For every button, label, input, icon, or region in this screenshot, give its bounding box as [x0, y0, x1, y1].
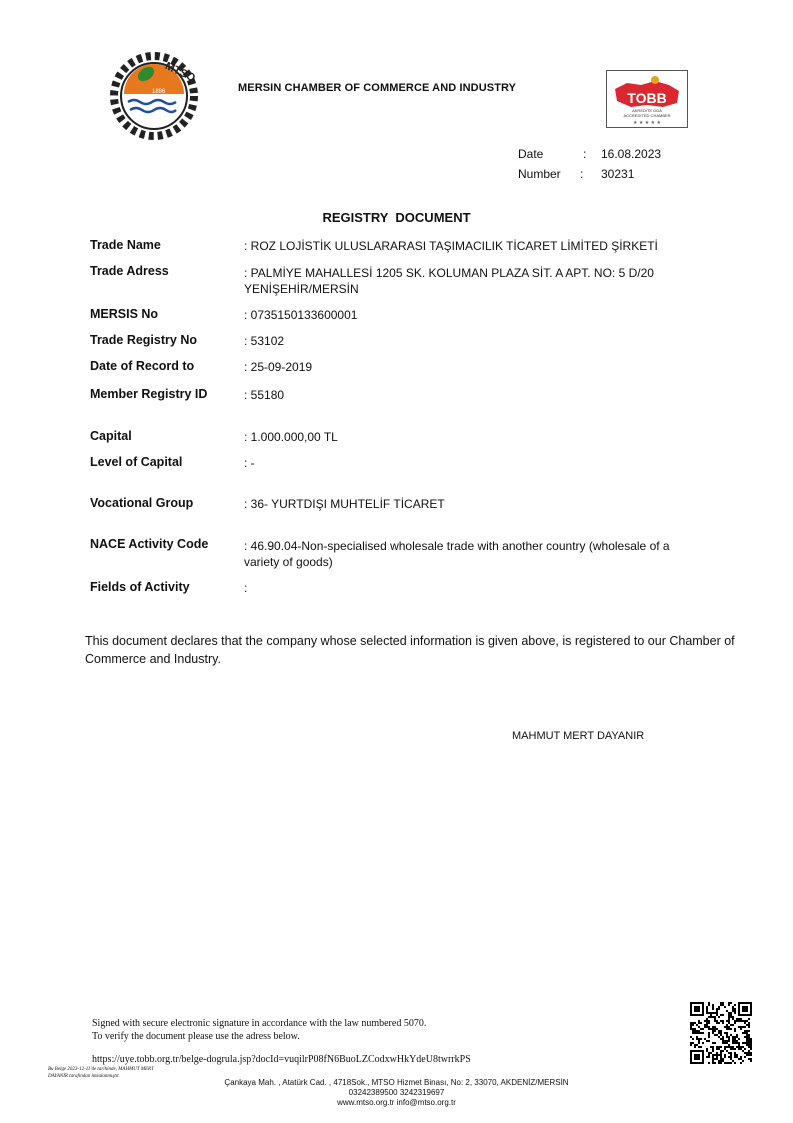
esign-notice [92, 1017, 426, 1043]
number-separator: : [580, 167, 584, 181]
trade-registry-label: Trade Registry No [90, 333, 197, 347]
qr-code-icon [690, 1002, 752, 1064]
signer-name: MAHMUT MERT DAYANIR [512, 730, 645, 742]
trade-address-value-line2: YENİŞEHİR/MERSİN [244, 282, 359, 296]
date-separator: : [583, 147, 587, 161]
level-of-capital-value: : - [244, 456, 255, 470]
capital-label: Capital [90, 429, 132, 443]
mersis-label: MERSIS No [90, 307, 159, 321]
web-email: www.mtso.org.tr info@mtso.org.tr [337, 1098, 456, 1107]
date-of-record-label: Date of Record to [90, 359, 195, 373]
date-label: Date [518, 147, 544, 161]
fields-of-activity-value: : [244, 581, 248, 595]
trade-address-value-line1: : PALMİYE MAHALLESİ 1205 SK. KOLUMAN PLAZA SİT. A APT. NO: 5 D/20 [244, 266, 654, 280]
trade-address-label: Trade Adress [90, 264, 169, 278]
tobb-stars-icon: ★ ★ ★ ★ ★ [633, 120, 661, 126]
tobb-subtitle-2: ACCREDITED CHAMBER [623, 113, 671, 118]
trade-registry-value: : 53102 [244, 334, 285, 348]
chamber-name: MERSIN CHAMBER OF COMMERCE AND INDUSTRY [238, 82, 517, 94]
number-value: 30231 [601, 167, 635, 181]
member-registry-label: Member Registry ID [90, 387, 208, 401]
verify-url[interactable]: https://uye.tobb.org.tr/belge-dogrula.jsp?docId=vuqilrP08fN6BuoLZCodxwHkYdeU8twrrkPS [92, 1054, 471, 1065]
tobb-subtitle-1: AKREDİTE ODA [632, 108, 662, 113]
signature-note-line-2: DAYANIR tarafından imzalanmıştır. [48, 1074, 120, 1079]
signature-note-line-1: Bu Belge 2023-12-11'de tarihinde, MAHMUT MERT [48, 1067, 154, 1072]
chamber-address [0, 1078, 793, 1108]
nace-value-line1: : 46.90.04-Non-specialised wholesale trade with another country (wholesale of a [244, 539, 670, 553]
level-of-capital-label: Level of Capital [90, 455, 183, 469]
declaration-text: This document declares that the company whose selected information is given above, is registered to our Chamber of Commerce and Industry. [85, 634, 735, 666]
trade-name-label: Trade Name [90, 238, 161, 252]
mtso-logo [108, 50, 200, 142]
vocational-group-value: : 36- YURTDIŞI MUHTELİF TİCARET [244, 497, 445, 511]
mersis-value: : 0735150133600001 [244, 308, 358, 322]
trade-name-value: : ROZ LOJİSTİK ULUSLARARASI TAŞIMACILIK TİCARET LİMİTED ŞİRKETİ [244, 239, 658, 253]
phone-numbers: 03242389500 3242319697 [348, 1088, 445, 1097]
nace-label: NACE Activity Code [90, 537, 209, 551]
nace-value-line2: variety of goods) [244, 555, 333, 569]
tobb-logo [606, 70, 688, 128]
address-line: Çankaya Mah. , Atatürk Cad. , 4718Sok., MTSO Hizmet Binası, No: 2, 33070, AKDENİZ/MERSİN [224, 1078, 569, 1087]
tobb-text: TOBB [627, 90, 667, 106]
member-registry-value: : 55180 [244, 388, 285, 402]
number-label: Number [518, 167, 561, 181]
fields-of-activity-label: Fields of Activity [90, 580, 190, 594]
logo-text: MTSO [163, 60, 197, 85]
logo-year: 1886 [152, 89, 166, 95]
esign-line-2: To verify the document please use the adress below. [92, 1031, 300, 1042]
vocational-group-label: Vocational Group [90, 496, 194, 510]
date-value: 16.08.2023 [601, 147, 662, 161]
document-title: REGISTRY DOCUMENT [322, 210, 471, 225]
esign-line-1: Signed with secure electronic signature in accordance with the law numbered 5070. [92, 1018, 427, 1029]
date-of-record-value: : 25-09-2019 [244, 360, 313, 374]
capital-value: : 1.000.000,00 TL [244, 430, 338, 444]
